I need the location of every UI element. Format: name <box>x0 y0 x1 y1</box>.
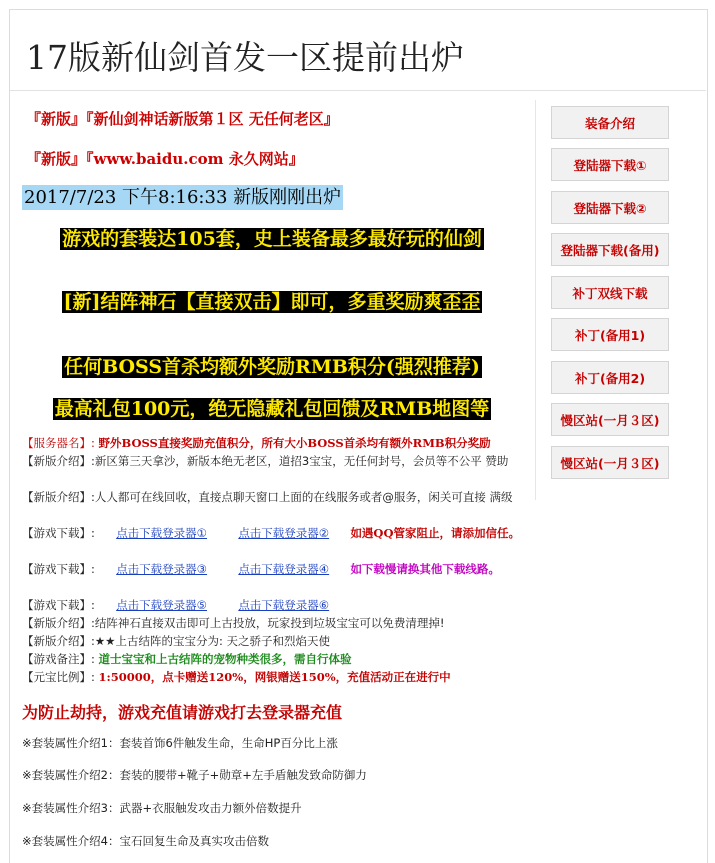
info-label: 【元宝比例】: <box>22 670 95 684</box>
highlight-gift <box>22 396 522 422</box>
info-download-2 <box>22 561 520 578</box>
download-link-4[interactable]: 点击下载登录器④ <box>238 562 330 576</box>
highlight-stone <box>22 289 522 315</box>
patch-dual-download-button[interactable]: 补丁双线下载 <box>551 276 669 309</box>
info-label: 【游戏备注】: <box>22 652 95 666</box>
download-note-slow: 如下载慢请换其他下载线路。 <box>350 562 500 576</box>
info-label: 【游戏下载】: <box>22 526 95 540</box>
header <box>10 10 705 80</box>
suit-intro-3: ※套装属性介绍3：武器+衣服触发攻击力额外倍数提升 <box>22 801 302 815</box>
slow-server-button-2[interactable]: 慢区站(一月３区) <box>551 446 669 479</box>
info-value: 野外BOSS直接奖励充值积分，所有大小BOSS首杀均有额外RMB积分奖励 <box>98 436 491 450</box>
release-date-line: 2017/7/23 下午8:16:33 新版刚刚出炉 <box>24 187 342 208</box>
info-label: 【游戏下载】: <box>22 598 95 612</box>
info-value: ★★上古结阵的宝宝分为: 天之骄子和烈焰天使 <box>94 634 331 648</box>
header-divider <box>10 90 706 91</box>
recharge-warning: 为防止劫持，游戏充值请游戏打去登录器充值 <box>22 703 343 722</box>
suit-intro-1: ※套装属性介绍1：套装首饰6件触发生命，生命HP百分比上涨 <box>22 736 338 750</box>
info-value: 结阵神石直接双击即可上古投放，玩家投到垃圾宝宝可以免费清理掉! <box>94 616 445 630</box>
info-value: 道士宝宝和上古结阵的宠物种类很多，需自行体验 <box>98 652 352 666</box>
patch-backup-1-button[interactable]: 补丁(备用1) <box>551 318 669 351</box>
download-link-5[interactable]: 点击下载登录器⑤ <box>116 598 207 612</box>
info-server <box>22 435 520 452</box>
download-note-qq: 如遇QQ管家阻止，请添加信任。 <box>350 526 520 540</box>
highlight-text: 任何BOSS首杀均额外奖励RMB积分(强烈推荐) <box>64 356 480 378</box>
info-intro-4 <box>22 633 520 650</box>
equipment-intro-button[interactable]: 装备介绍 <box>551 106 669 139</box>
info-value: 1:50000，点卡赠送120%，网银赠送150%，充值活动正在进行中 <box>98 670 451 684</box>
launcher-download-backup-button[interactable]: 登陆器下载(备用) <box>551 233 669 266</box>
launcher-download-1-button[interactable]: 登陆器下载① <box>551 148 669 181</box>
info-intro-2 <box>22 489 520 506</box>
info-ratio <box>22 669 520 686</box>
slow-server-button-1[interactable]: 慢区站(一月３区) <box>551 403 669 436</box>
highlight-boss <box>22 354 522 380</box>
info-label: 【新版介绍】: <box>22 454 95 468</box>
highlight-text: 游戏的套装达105套，史上装备最多最好玩的仙剑 <box>62 228 482 250</box>
suit-intro-4: ※套装属性介绍4：宝石回复生命及真实攻击倍数 <box>22 834 269 848</box>
highlight-suits <box>22 226 522 252</box>
info-download-1 <box>22 525 520 542</box>
info-label: 【游戏下载】: <box>22 562 95 576</box>
info-remark <box>22 651 520 668</box>
highlight-text: 最高礼包100元，绝无隐藏礼包回馈及RMB地图等 <box>54 398 490 420</box>
info-label: 【新版介绍】: <box>22 634 95 648</box>
download-link-3[interactable]: 点击下载登录器③ <box>116 562 207 576</box>
download-link-6[interactable]: 点击下载登录器⑥ <box>238 598 330 612</box>
suit-intro-2: ※套装属性介绍2：套装的腰带+靴子+勋章+左手盾触发致命防御力 <box>22 768 367 782</box>
main-content <box>22 100 522 862</box>
info-value: 人人都可在线回收，直接点聊天窗口上面的在线服务或者@服务，闲关可直接 满级 <box>94 490 513 504</box>
info-label: 【新版介绍】: <box>22 490 95 504</box>
info-intro-1 <box>22 453 520 470</box>
info-label: 【服务器名】: <box>22 436 95 450</box>
info-intro-3 <box>22 615 520 632</box>
launcher-download-2-button[interactable]: 登陆器下载② <box>551 191 669 224</box>
sidebar <box>535 100 676 500</box>
highlight-text: [新]结阵神石【直接双击】即可，多重奖励爽歪歪 <box>63 291 481 313</box>
info-download-3 <box>22 597 520 614</box>
ad-line-server: 『新版』『新仙剑神话新版第１区 无任何老区』 <box>26 110 339 128</box>
download-link-1[interactable]: 点击下载登录器① <box>116 526 207 540</box>
page-title: 17版新仙剑首发一区提前出炉 <box>26 38 464 77</box>
ad-line-website: 『新版』『www.baidu.com 永久网站』 <box>26 150 304 168</box>
info-label: 【新版介绍】: <box>22 616 95 630</box>
download-link-2[interactable]: 点击下载登录器② <box>238 526 330 540</box>
info-value: 新区第三天拿沙，新版本绝无老区，道招3宝宝，无任何封号，会员等不公平 赞助 <box>94 454 509 468</box>
patch-backup-2-button[interactable]: 补丁(备用2) <box>551 361 669 394</box>
